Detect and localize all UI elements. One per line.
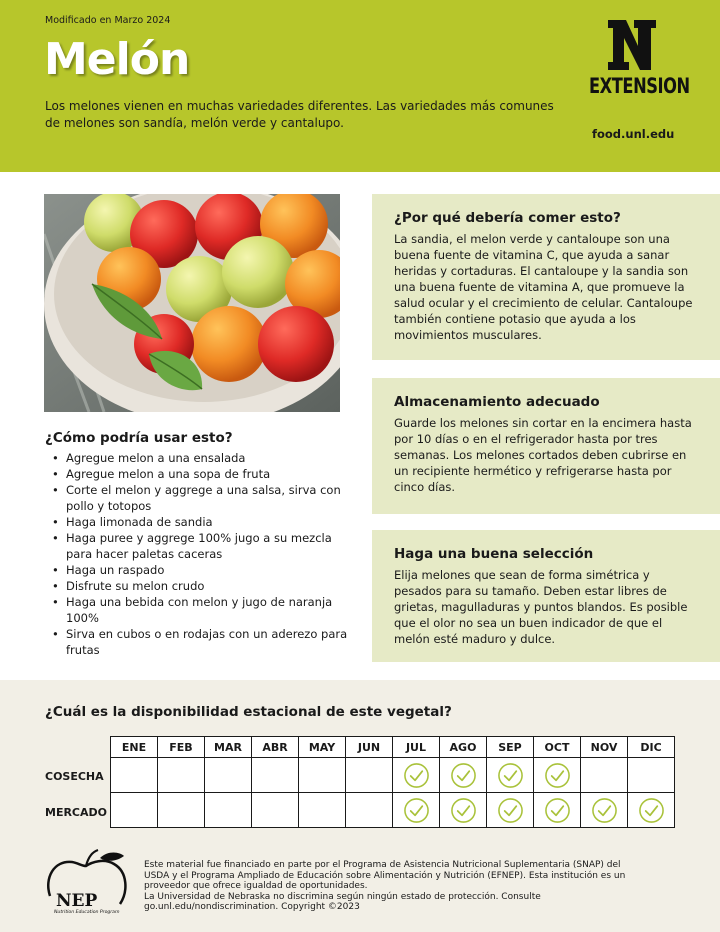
checkmark-icon xyxy=(450,797,477,824)
season-cell xyxy=(299,793,346,828)
season-cell xyxy=(205,793,252,828)
season-cell xyxy=(158,758,205,793)
nep-wordmark: NEP xyxy=(56,891,98,911)
seasonal-table xyxy=(110,736,675,828)
list-item: • Haga puree y aggrege 100% jugo a su mezcla para hacer paletas caceras xyxy=(52,530,352,562)
why-eat-heading: ¿Por qué debería comer esto? xyxy=(394,210,621,226)
season-cell xyxy=(534,758,581,793)
month-header: JUL xyxy=(393,737,440,758)
selection-text: Elija melones que sean de forma simétrica y pesados para su tamaño. Deben estar libres de grietas, magulladuras y puntos blandos. Es posible que el olor no sea un buen indicador de que el melón esté maduro y dulce. xyxy=(394,568,688,646)
nebraska-n-icon xyxy=(608,20,656,70)
list-item: • Haga un raspado xyxy=(52,562,352,578)
season-cell xyxy=(346,793,393,828)
month-header: OCT xyxy=(534,737,581,758)
row-label-cosecha: COSECHA xyxy=(45,770,104,783)
site-link[interactable]: food.unl.edu xyxy=(592,127,675,141)
month-header: ENE xyxy=(111,737,158,758)
season-cell xyxy=(111,758,158,793)
season-cell xyxy=(393,758,440,793)
table-row xyxy=(111,793,675,828)
season-cell xyxy=(252,793,299,828)
header-banner xyxy=(0,0,720,172)
why-eat-text: La sandia, el melon verde y cantaloupe son una buena fuente de vitamina C, que ayuda a sanar heridas y cortaduras. El cantaloupe y la sandia son una buena fuente de vitamina A, que promueve la salud ocular y el crecimiento de celular. Cantaloupe también contiene potasio que ayuda a los movimientos musculares. xyxy=(394,232,693,342)
uses-list xyxy=(52,450,352,658)
season-cell xyxy=(205,758,252,793)
checkmark-icon xyxy=(544,797,571,824)
month-header: MAR xyxy=(205,737,252,758)
storage-text: Guarde los melones sin cortar en la encimera hasta por 10 días o en el refrigerador hasta por tres semanas. Los melones cortados deben cubrirse en un recipiente hermético y refrigerarse hasta por cinco días. xyxy=(394,416,692,494)
month-header: DIC xyxy=(628,737,675,758)
checkmark-icon xyxy=(403,797,430,824)
month-header: NOV xyxy=(581,737,628,758)
season-cell xyxy=(346,758,393,793)
extension-logo xyxy=(582,20,690,102)
selection-heading: Haga una buena selección xyxy=(394,546,594,562)
row-label-mercado: MERCADO xyxy=(45,806,107,819)
month-header: SEP xyxy=(487,737,534,758)
season-cell xyxy=(534,793,581,828)
checkmark-icon xyxy=(544,762,571,789)
list-item: • Agregue melon a una sopa de fruta xyxy=(52,466,352,482)
season-cell xyxy=(252,758,299,793)
season-cell xyxy=(440,758,487,793)
month-header: FEB xyxy=(158,737,205,758)
melon-bowl-illustration xyxy=(44,194,340,412)
list-item: • Disfrute su melon crudo xyxy=(52,578,352,594)
footer-nondiscrimination: La Universidad de Nebraska no discrimina según ningún estado de protección. Consulte go.unl.edu/nondiscrimination. Copyright ©2023 xyxy=(144,891,541,912)
storage-box xyxy=(372,378,720,514)
season-cell xyxy=(628,793,675,828)
footer-text xyxy=(144,860,644,913)
season-cell xyxy=(581,758,628,793)
logo-word: EXTENSION xyxy=(589,74,690,98)
checkmark-icon xyxy=(497,762,524,789)
season-cell xyxy=(111,793,158,828)
why-eat-box xyxy=(372,194,720,360)
uses-heading: ¿Cómo podría usar esto? xyxy=(45,430,233,446)
season-cell xyxy=(487,793,534,828)
selection-box xyxy=(372,530,720,662)
list-item: • Corte el melon y aggrege a una salsa, sirva con pollo y totopos xyxy=(52,482,352,514)
list-item: • Agregue melon a una ensalada xyxy=(52,450,352,466)
nep-logo xyxy=(42,848,134,914)
checkmark-icon xyxy=(403,762,430,789)
season-cell xyxy=(487,758,534,793)
season-cell xyxy=(628,758,675,793)
list-item: • Sirva en cubos o en rodajas con un aderezo para frutas xyxy=(52,626,352,658)
footer-funding: Este material fue financiado en parte por el Programa de Asistencia Nutricional Suplementaria (SNAP) del USDA y el Programa Ampliado de Educación sobre Alimentación y Nutrición (EFNEP). Esta institución es un proveedor que ofrece igualdad de oportunidades. xyxy=(144,860,626,891)
season-cell xyxy=(581,793,628,828)
list-item: • Haga limonada de sandia xyxy=(52,514,352,530)
season-cell xyxy=(393,793,440,828)
month-header: JUN xyxy=(346,737,393,758)
modified-date: Modificado en Marzo 2024 xyxy=(45,15,171,26)
list-item: • Haga una bebida con melon y jugo de naranja 100% xyxy=(52,594,352,626)
storage-heading: Almacenamiento adecuado xyxy=(394,394,600,410)
season-cell xyxy=(440,793,487,828)
checkmark-icon xyxy=(591,797,618,824)
melon-balls-photo xyxy=(44,194,340,412)
month-header: AGO xyxy=(440,737,487,758)
checkmark-icon xyxy=(450,762,477,789)
season-cell xyxy=(158,793,205,828)
season-cell xyxy=(299,758,346,793)
table-row xyxy=(111,758,675,793)
checkmark-icon xyxy=(638,797,665,824)
seasonal-heading: ¿Cuál es la disponibilidad estacional de este vegetal? xyxy=(45,704,452,720)
nep-subtitle: Nutrition Education Program xyxy=(54,910,120,914)
month-header: MAY xyxy=(299,737,346,758)
month-header: ABR xyxy=(252,737,299,758)
page-title: Melón xyxy=(44,34,190,85)
intro-text: Los melones vienen en muchas variedades diferentes. Las variedades más comunes de melones son sandía, melón verde y cantalupo. xyxy=(45,99,554,130)
checkmark-icon xyxy=(497,797,524,824)
